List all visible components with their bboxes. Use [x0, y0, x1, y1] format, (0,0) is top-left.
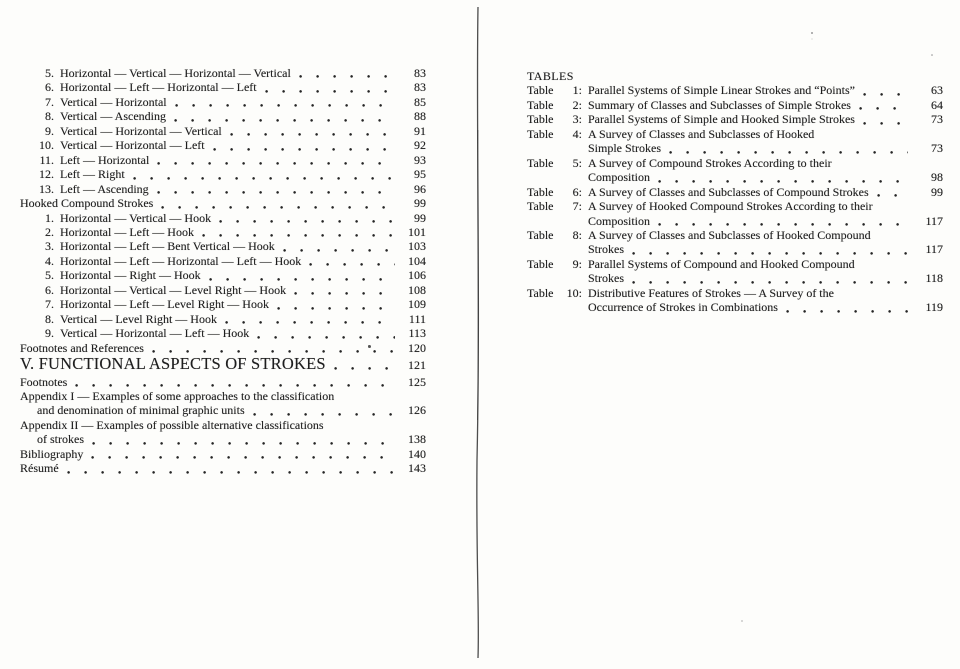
dot-leader	[133, 177, 395, 180]
dot-leader	[174, 119, 395, 122]
table-word: Table	[527, 126, 554, 141]
table-number: 7:	[572, 199, 582, 214]
toc-item-label: Horizontal — Vertical — Horizontal — Vertical	[60, 66, 291, 80]
section-label: Footnotes	[20, 374, 68, 389]
toc-item	[20, 167, 426, 181]
table-title-continued: Simple Strokes	[588, 141, 662, 156]
toc-item-label: Vertical — Level Right — Hook	[60, 311, 217, 326]
table-entry-line2	[527, 242, 943, 256]
toc-item	[20, 312, 426, 326]
page-number: 113	[408, 326, 426, 341]
table-word: Table	[527, 199, 554, 214]
appendix-2-entry-line2	[20, 432, 426, 446]
page-number: 118	[925, 271, 943, 286]
page-number: 103	[408, 239, 426, 254]
table-entry	[527, 185, 943, 199]
table-title: A Survey of Classes and Subclasses of Compound Strokes	[588, 184, 869, 199]
table-word: Table	[527, 256, 554, 271]
page-number: 121	[408, 357, 426, 372]
toc-item-number: 8.	[45, 311, 54, 326]
table-word: Table	[527, 227, 554, 242]
dot-leader	[309, 263, 395, 266]
page-number: 109	[408, 297, 426, 312]
section-heading-footnotes	[20, 375, 426, 389]
dot-leader	[334, 367, 395, 370]
table-number: 8:	[572, 227, 582, 242]
appendix-label: Appendix I — Examples of some approaches to the classification	[20, 388, 335, 403]
dot-leader	[299, 75, 395, 78]
toc-item-number: 13.	[39, 181, 54, 196]
table-entry-line1	[527, 228, 943, 242]
table-entry-line2	[527, 141, 943, 155]
scan-speckle	[741, 620, 743, 622]
page-number: 126	[408, 403, 426, 418]
toc-item-number: 12.	[39, 167, 54, 182]
dot-leader	[786, 310, 908, 313]
section-label: Résumé	[20, 461, 59, 476]
toc-item	[20, 138, 426, 152]
table-word: Table	[527, 97, 554, 112]
appendix-1-entry-line2	[20, 403, 426, 417]
toc-item	[20, 95, 426, 109]
page-number: 92	[414, 138, 426, 153]
page-number: 73	[931, 141, 943, 156]
table-title: A Survey of Compound Strokes According to their	[588, 155, 832, 170]
page-number: 63	[931, 83, 943, 98]
toc-item-number: 9.	[45, 326, 54, 341]
toc-item-label: Horizontal — Left — Bent Vertical — Hook	[60, 239, 275, 254]
appendix-2-entry-line1	[20, 418, 426, 432]
dot-leader	[92, 442, 395, 445]
page-number: 85	[414, 94, 426, 109]
left-page-toc	[20, 66, 426, 476]
page-number: 117	[925, 242, 943, 257]
scan-speckle	[368, 345, 371, 348]
table-word: Table	[527, 112, 554, 127]
dot-leader	[863, 93, 908, 96]
table-number: 4:	[572, 126, 582, 141]
toc-item-number: 7.	[45, 94, 54, 109]
toc-item-label: Left — Right	[60, 167, 125, 182]
chapter-heading	[20, 353, 426, 373]
dot-leader	[632, 252, 908, 255]
dot-leader	[91, 456, 395, 459]
section-heading-bibliography	[20, 447, 426, 461]
page-number: 83	[414, 80, 426, 95]
toc-item	[20, 153, 426, 167]
page-number: 108	[408, 282, 426, 297]
dot-leader	[152, 350, 395, 353]
chapter-title: V. FUNCTIONAL ASPECTS OF STROKES	[20, 353, 326, 373]
toc-item-number: 5.	[45, 66, 54, 80]
page-number: 99	[414, 196, 426, 211]
section-heading-footnotes-references	[20, 341, 426, 355]
tables-heading-label: TABLES	[527, 69, 574, 83]
toc-item-number: 6.	[45, 282, 54, 297]
section-label: Hooked Compound Strokes	[20, 196, 154, 211]
appendix-label: Appendix II — Examples of possible alternative classifications	[20, 417, 324, 432]
table-title-continued: Strokes	[588, 242, 624, 257]
toc-item-number: 7.	[45, 297, 54, 312]
toc-item-number: 5.	[45, 268, 54, 283]
scan-speckle	[931, 54, 933, 56]
toc-item	[20, 254, 426, 268]
table-title: Parallel Systems of Compound and Hooked Compound	[588, 256, 855, 271]
right-page-tables-list	[527, 69, 943, 315]
toc-item	[20, 211, 426, 225]
toc-item	[20, 239, 426, 253]
toc-item	[20, 124, 426, 138]
table-title: Parallel Systems of Simple and Hooked Simple Strokes	[588, 112, 855, 127]
section-heading-resume	[20, 461, 426, 475]
page-number: 119	[925, 300, 943, 315]
page-number: 91	[414, 123, 426, 138]
toc-item-number: 11.	[39, 152, 54, 167]
table-word: Table	[527, 83, 554, 98]
page-number: 104	[408, 253, 426, 268]
toc-item-label: Vertical — Horizontal	[60, 94, 167, 109]
table-entry-line1	[527, 286, 943, 300]
table-title: A Survey of Classes and Subclasses of Hooked	[588, 126, 815, 141]
table-word: Table	[527, 285, 554, 300]
table-number: 9:	[572, 256, 582, 271]
dot-leader	[161, 206, 395, 209]
dot-leader	[67, 471, 395, 474]
table-entry-line2	[527, 170, 943, 184]
table-number: 10:	[566, 285, 582, 300]
page-number: 93	[414, 152, 426, 167]
dot-leader	[75, 384, 395, 387]
page-number: 99	[414, 210, 426, 225]
table-entry-line2	[527, 214, 943, 228]
page-number: 138	[408, 432, 426, 447]
dot-leader	[225, 321, 395, 324]
table-entry-line1	[527, 257, 943, 271]
dot-leader	[863, 122, 908, 125]
table-entry	[527, 83, 943, 97]
toc-item-label: Horizontal — Left — Level Right — Hook	[60, 297, 269, 312]
dot-leader	[859, 107, 908, 110]
toc-item-label: Left — Ascending	[60, 181, 149, 196]
table-title: Summary of Classes and Subclasses of Simple Strokes	[588, 97, 851, 112]
toc-item-label: Horizontal — Vertical — Hook	[60, 210, 212, 225]
toc-item-label: Vertical — Ascending	[60, 109, 166, 124]
page-number: 106	[408, 268, 426, 283]
table-title: A Survey of Classes and Subclasses of Hooked Compound	[588, 227, 871, 242]
dot-leader	[658, 180, 908, 183]
table-number: 5:	[572, 155, 582, 170]
table-title-continued: Composition	[588, 213, 651, 228]
table-title: Distributive Features of Strokes — A Survey of the	[588, 285, 834, 300]
section-label: Bibliography	[20, 446, 84, 461]
page-number: 73	[931, 112, 943, 127]
toc-item-label: Horizontal — Left — Hook	[60, 224, 194, 239]
dot-leader	[253, 413, 395, 416]
toc-item-label: Horizontal — Left — Horizontal — Left	[60, 80, 257, 95]
table-number: 3:	[572, 112, 582, 127]
table-number: 2:	[572, 97, 582, 112]
appendix-1-entry-line1	[20, 389, 426, 403]
page-number: 111	[408, 311, 426, 326]
toc-item	[20, 326, 426, 340]
toc-item	[20, 283, 426, 297]
page-number: 64	[931, 97, 943, 112]
toc-item-number: 8.	[45, 109, 54, 124]
toc-item-label: Left — Horizontal	[60, 152, 150, 167]
page-number: 95	[414, 167, 426, 182]
dot-leader	[157, 191, 395, 194]
toc-item-label: Vertical — Horizontal — Left — Hook	[60, 326, 250, 341]
dot-leader	[669, 151, 908, 154]
dot-leader	[230, 133, 395, 136]
page-number: 117	[925, 213, 943, 228]
table-number: 6:	[572, 184, 582, 199]
table-entry	[527, 112, 943, 126]
toc-item-label: Vertical — Horizontal — Left	[60, 138, 205, 153]
dot-leader	[175, 104, 395, 107]
toc-item	[20, 66, 426, 80]
table-title: A Survey of Hooked Compound Strokes According to their	[588, 199, 873, 214]
dot-leader	[658, 223, 908, 226]
toc-item-number: 10.	[39, 138, 54, 153]
section-label: Footnotes and References	[20, 340, 144, 355]
page-number: 83	[414, 66, 426, 80]
page-number: 96	[414, 181, 426, 196]
table-word: Table	[527, 155, 554, 170]
page-number: 88	[414, 109, 426, 124]
page-number: 98	[931, 170, 943, 185]
toc-item-label: Vertical — Horizontal — Vertical	[60, 123, 222, 138]
table-entry	[527, 98, 943, 112]
page-gutter-line	[470, 0, 486, 669]
tables-heading	[527, 69, 943, 83]
section-heading-hooked-compound-strokes	[20, 196, 426, 210]
toc-item	[20, 80, 426, 94]
table-title-continued: Strokes	[588, 271, 624, 286]
dot-leader	[209, 278, 395, 281]
table-title: Parallel Systems of Simple Linear Strokes and “Points”	[588, 83, 855, 98]
table-entry-line1	[527, 199, 943, 213]
toc-item-number: 6.	[45, 80, 54, 95]
dot-leader	[219, 220, 395, 223]
table-title-continued: Composition	[588, 170, 651, 185]
table-number: 1:	[572, 83, 582, 98]
toc-item-number: 9.	[45, 123, 54, 138]
toc-item-number: 3.	[45, 239, 54, 254]
appendix-label-continued: of strokes	[37, 432, 84, 447]
toc-item	[20, 225, 426, 239]
dot-leader	[877, 194, 908, 197]
toc-item-number: 1.	[45, 210, 54, 225]
dot-leader	[213, 148, 395, 151]
toc-item	[20, 268, 426, 282]
page-number: 101	[408, 224, 426, 239]
page-number: 140	[408, 446, 426, 461]
scan-speckle	[811, 32, 813, 34]
dot-leader	[202, 234, 395, 237]
table-entry-line1	[527, 127, 943, 141]
toc-item	[20, 297, 426, 311]
dot-leader	[283, 249, 395, 252]
toc-item	[20, 109, 426, 123]
toc-item-number: 2.	[45, 224, 54, 239]
toc-item-label: Horizontal — Left — Horizontal — Left — Hook	[60, 253, 302, 268]
page-number: 125	[408, 374, 426, 389]
page-number: 99	[931, 184, 943, 199]
toc-item-label: Horizontal — Right — Hook	[60, 268, 201, 283]
dot-leader	[257, 336, 395, 339]
dot-leader	[277, 307, 395, 310]
dot-leader	[294, 292, 395, 295]
dot-leader	[265, 90, 395, 93]
table-entry-line2	[527, 300, 943, 314]
toc-item-label: Horizontal — Vertical — Level Right — Hook	[60, 282, 287, 297]
table-entry-line2	[527, 271, 943, 285]
page-number: 120	[408, 340, 426, 355]
appendix-label-continued: and denomination of minimal graphic units	[37, 403, 245, 418]
dot-leader	[632, 281, 908, 284]
dot-leader	[157, 162, 395, 165]
table-entry-line1	[527, 156, 943, 170]
toc-item	[20, 182, 426, 196]
page-number: 143	[408, 461, 426, 476]
toc-item-number: 4.	[45, 253, 54, 268]
table-title-continued: Occurrence of Strokes in Combinations	[588, 300, 778, 315]
table-word: Table	[527, 184, 554, 199]
